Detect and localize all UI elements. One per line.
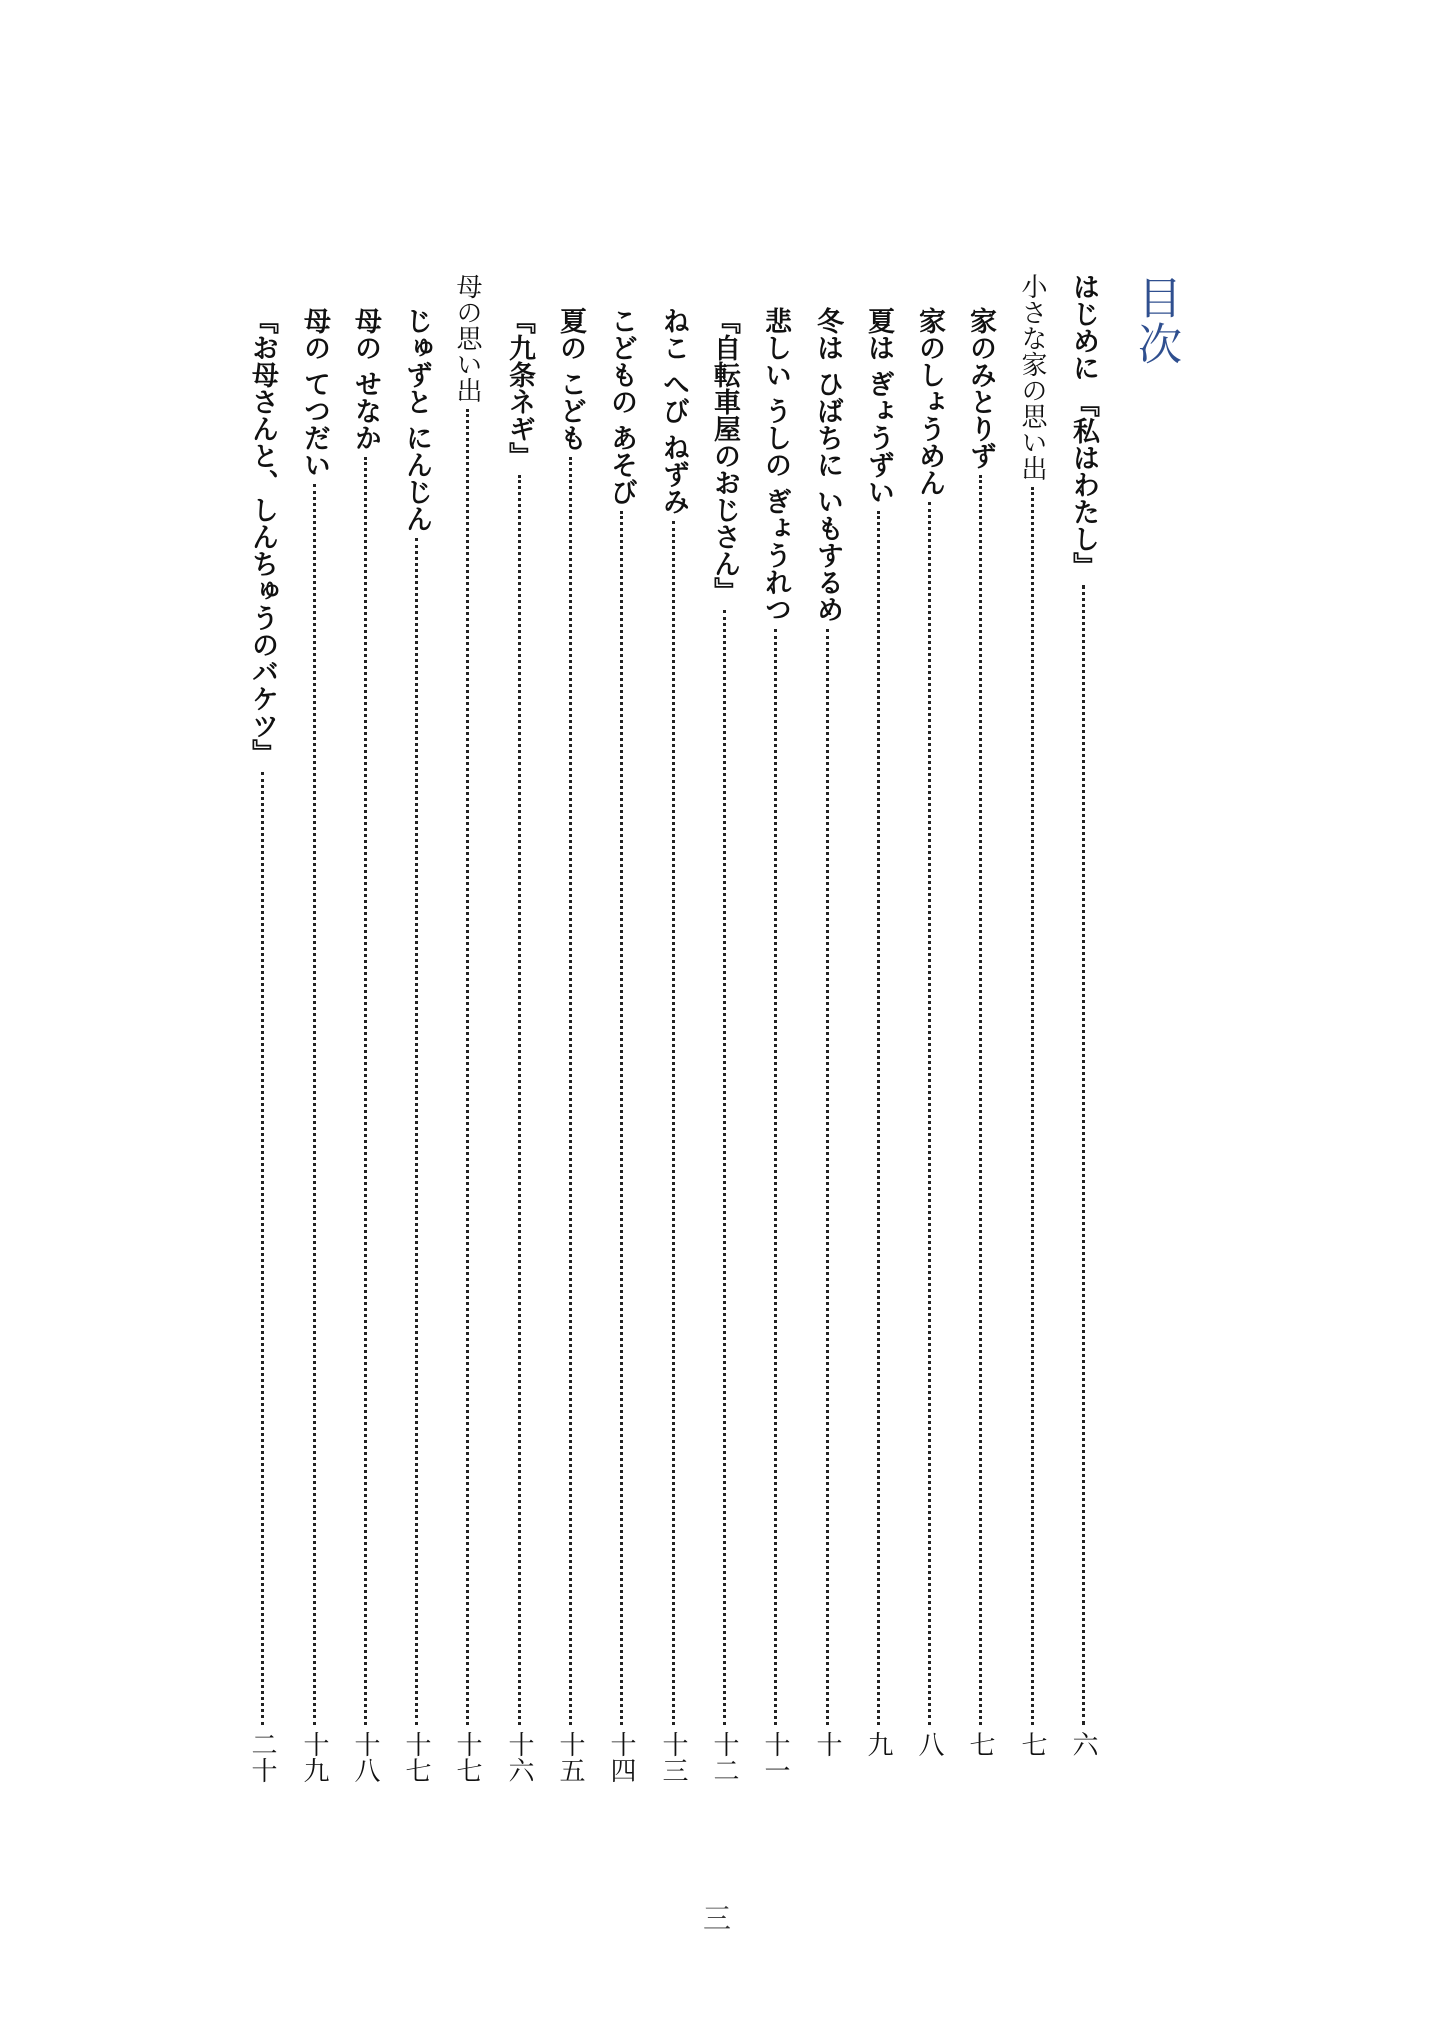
dot-leader: [518, 475, 521, 1725]
toc-entry-page: 七: [1017, 1731, 1047, 1757]
toc-entry-title: ねこ へび ねずみ: [658, 307, 689, 515]
toc-entry: [853, 273, 903, 1809]
toc-entry-title: 悲しい うしの ぎょうれつ: [760, 307, 791, 623]
toc-entry: [750, 273, 800, 1809]
toc-entry-page: 六: [1068, 1731, 1098, 1757]
toc-entry-page: 十四: [606, 1731, 636, 1783]
toc-entry-title: はじめに 『私はわたし』: [1068, 273, 1099, 580]
toc-entry-title: こどもの あそび: [606, 307, 637, 506]
dot-leader: [313, 484, 316, 1725]
toc-entry-page: 十三: [658, 1731, 688, 1783]
toc-entry: [494, 273, 544, 1809]
dot-leader: [774, 629, 777, 1725]
dot-leader: [569, 457, 572, 1725]
toc-entry: [1058, 273, 1108, 1809]
toc-entry-page: 十九: [299, 1731, 329, 1783]
toc-entry-page: 十二: [709, 1731, 739, 1783]
toc-entry-title: 冬は ひばちに いもするめ: [812, 307, 843, 623]
toc-entry-title: 『自転車屋のおじさん』: [709, 307, 740, 604]
toc-entry-title: 家のしょうめん: [914, 307, 945, 496]
toc-entry-title: 小さな家の思い出: [1017, 273, 1047, 481]
toc-entry-page: 十七: [401, 1731, 431, 1783]
toc-entry-title: 母の思い出: [452, 273, 482, 403]
dot-leader: [415, 538, 418, 1725]
toc-entry-page: 十五: [555, 1731, 585, 1783]
toc-entry-page: 八: [914, 1731, 944, 1757]
toc-entry-title: 『九条ネギ』: [504, 307, 535, 469]
dot-leader: [261, 772, 264, 1725]
toc-entry-title: 家のみとりず: [965, 307, 996, 469]
dot-leader: [466, 409, 469, 1725]
dot-leader: [928, 502, 931, 1725]
toc-entry-title: じゅずと にんじん: [401, 307, 432, 533]
dot-leader: [1082, 585, 1085, 1725]
toc-entry: [391, 273, 441, 1809]
toc-entry: [1007, 273, 1057, 1809]
toc-entry: [289, 273, 339, 1809]
page-number: 三: [702, 1902, 731, 1935]
toc-entry-page: 十七: [452, 1731, 482, 1783]
toc-entry: [955, 273, 1005, 1809]
dot-leader: [877, 511, 880, 1725]
toc-entry-page: 七: [965, 1731, 995, 1757]
dot-leader: [620, 511, 623, 1725]
toc-entry-title: 母の せなか: [350, 307, 381, 452]
toc-entry-page: 十一: [760, 1731, 790, 1783]
toc-title: 目次: [1130, 275, 1181, 367]
dot-leader: [979, 475, 982, 1725]
toc-entry: [802, 273, 852, 1809]
toc-entry-title: 母の てつだい: [299, 307, 330, 479]
toc-entry-title: 『お母さんと、しんちゅうのバケツ』: [247, 307, 278, 766]
toc-entry: [699, 273, 749, 1809]
toc-entry: [340, 273, 390, 1809]
toc-entry-page: 十六: [504, 1731, 534, 1783]
toc-entry: [904, 273, 954, 1809]
toc-entry: [648, 273, 698, 1809]
toc-entry-page: 十八: [350, 1731, 380, 1783]
dot-leader: [723, 610, 726, 1725]
toc-entry-page: 九: [863, 1731, 893, 1757]
dot-leader: [364, 457, 367, 1725]
dot-leader: [1031, 487, 1034, 1725]
toc-entry: [442, 273, 492, 1809]
toc-entry-page: 二十: [247, 1731, 277, 1783]
toc-entry: [596, 273, 646, 1809]
dot-leader: [672, 521, 675, 1725]
toc-entry-title: 夏の こども: [555, 307, 586, 452]
dot-leader: [826, 629, 829, 1725]
toc-entry: [237, 273, 287, 1809]
toc-entry-page: 十: [812, 1731, 842, 1757]
toc-entry-title: 夏は ぎょうずい: [863, 307, 894, 506]
toc-entry: [545, 273, 595, 1809]
